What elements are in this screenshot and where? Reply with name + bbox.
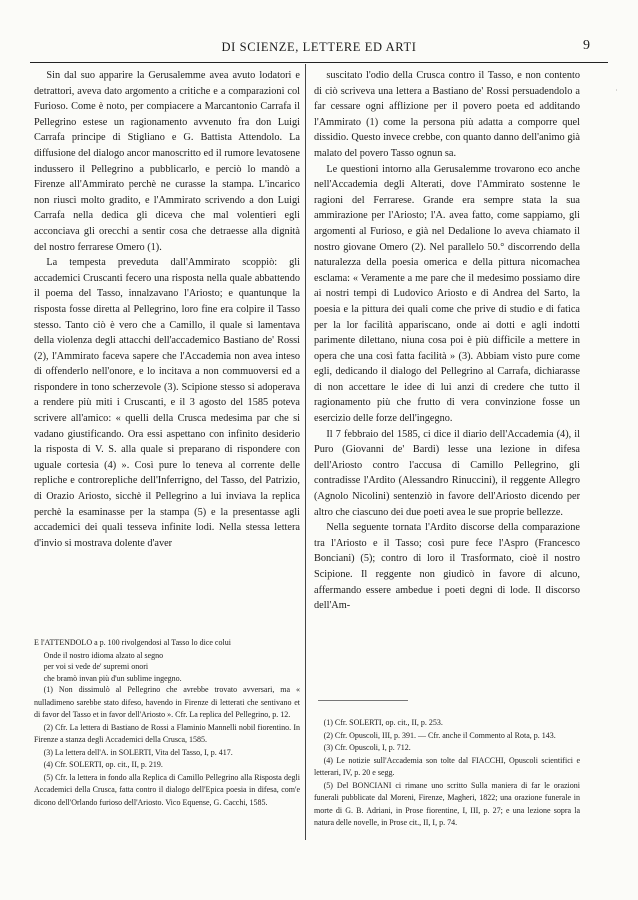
column-divider <box>305 64 306 840</box>
footnote: (4) Cfr. SOLERTI, op. cit., II, p. 219. <box>43 760 163 769</box>
footnote: (4) Le notizie sull'Accademia son tolte dal FIACCHI, Opuscoli scientifici e letterari, IV, p. 20 e segg. <box>314 755 580 777</box>
footnote: (2) Cfr. La lettera di Bastiano de Rossi a Flaminio Mannelli nobil fiorentino. In Firenze a stanza degli Accademici della Crusca, 1585. <box>34 722 300 744</box>
footnote: (1) Non dissimulò al Pellegrino che avrebbe trovato avversari, ma « nulladimeno sarebbe stato difeso, havendo in Firenze di letterati che sentivano et di favor del Tasso et in favor dell'Ariosto ». Cfr. La replica del Pellegrino, p. 12. <box>34 685 300 719</box>
right-column <box>314 68 580 614</box>
footnote-rule <box>318 700 408 701</box>
verse-line: Onde il nostro idioma alzato al segno <box>43 650 164 660</box>
page-number: 9 <box>583 38 590 53</box>
paragraph: Le questioni intorno alla Gerusalemme trovarono eco anche nell'Accademia degli Alterati, dove l'Ammirato sostenne le ragioni del Ferrarese. Grande era sempre stata la sua ammirazione per l'Ariosto; l'A. avea fatto, come sappiamo, gli argomenti al Furioso, e già nel Dedalione lo aveva chiamato il nostro giovane Omero (2). Nel parallelo 50.° discorrendo della naturalezza della poesia omerica e della pittura nicomachea esclama: « Veramente a me pare che il medesimo possiamo dire ai nostri tempi di Ludovico Ariosto e di Andrea del Sarto, la poesia e la pittura dei quali come che prive di studio e di fatica per la lor facilità appariscano, onde ai dotti e agli indotti parimente dilettano, niuna cosa poi è più difficile a mettere in opera che una così fatta facilità » (3). Abbiam visto pure come egli, dedicando il dialogo del Pellegrino al Carrafa, dichiarasse di non accettare le idee di lui anzi di credere che tutto il ragionamento più che frutto di vera convinzione fosse un esercizio delle forze dell'ingegno. <box>314 163 580 425</box>
running-header <box>30 40 608 60</box>
footnote: (1) Cfr. SOLERTI, op. cit., II, p. 253. <box>323 718 443 727</box>
footnote: (5) Del BONCIANI ci rimane uno scritto Sulla maniera di far le orazioni funerali pubblicate dal Moreni, Firenze, Magheri, 1822; una orazione funerale in morte di G. B. Adriani, in Prose fiorentine, I, III, p. 27; e una lezione sopra la natura delle novelle, in Prose cit., II, I, p. 74. <box>314 780 580 827</box>
journal-title: DI SCIENZE, LETTERE ED ARTI <box>221 40 417 54</box>
left-column <box>34 68 300 551</box>
right-footnotes <box>314 717 580 830</box>
paragraph: Nella seguente tornata l'Ardito discorse della comparazione tra l'Ariosto e il Tasso; così pure fece l'Aspro (Francesco Bonciani) (5); contro di loro il Trasformato, cioè il nostro Scipione. Il reggente non giudicò in favore di alcuno, affermando essere ambedue i poeti degni di lode. Il discorso dell'Am- <box>314 522 580 612</box>
footnote: (5) Cfr. la lettera in fondo alla Replica di Camillo Pellegrino alla Risposta degli Accademici della Crusca, fatta contro il dialogo dell'Epica poesia in difesa, com'e dicono dell'Orlando furioso dell'Ariosto. Vico Equense, G. Cacchi, 1585. <box>34 772 300 807</box>
footnote: (3) La lettera dell'A. in SOLERTI, Vita del Tasso, I, p. 417. <box>43 747 233 757</box>
left-footnotes <box>34 637 300 809</box>
header-rule <box>30 62 608 63</box>
verse-line: che bramò invan più d'un sublime ingegno. <box>43 673 182 683</box>
paragraph: Il 7 febbraio del 1585, ci dice il diario dell'Accademia (4), il Puro (Giovanni de' Bardi) lesse una lezione in difesa dell'Ariosto contro l'accusa di Camillo Pellegrino, gli contradisse l'Ardito (Alessandro Rinuccini), il reggente Allegro (Agnolo Nicolini) sentenziò in favore dell'Ariosto dicendo per altro che ciascuno dei due poeti avea le sue proprie bellezze. <box>314 428 580 518</box>
paragraph: Sin dal suo apparire la Gerusalemme avea avuto lodatori e detrattori, aveva dato argomento a critiche e a comparazioni col Furioso. Come è noto, per compiacere a Marcantonio Carrafa il Pellegrino estese un ragionamento avvenuto fra don Luigi Carrafa principe di Stigliano e G. Battista Attendolo. La diffusione del dialogo ancor manoscritto ed il rumore levatosene indussero il Pellegrino a pubblicarlo, e perciò lo mandò a Firenze all'Ammirato perchè ne curasse la stampa. L'incarico non riuscì molto gradito, e l'Ammirato scrivendo a don Luigi Carrafa nella dedica gli diceva che mal volentieri egli acconciava gli orecchi a sentir cosa che detraesse alla dignità del nostro ferrarese Omero (1). <box>34 70 300 253</box>
verse-line: per voi si vede de' supremi onori <box>43 662 149 671</box>
paragraph: suscitato l'odio della Crusca contro il Tasso, e non contento di ciò scriveva una lettera a Bastiano de' Rossi persuadendolo a far cessare ogni afflizione per il povero poeta ed additando l'Ammirato (1) come la persona più adatta a comporre quel dissidio. Questo invece crebbe, con quanto danno dell'animo già malato del povero Tasso ognun sa. <box>314 70 580 159</box>
footnote: (2) Cfr. Opuscoli, III, p. 391. — Cfr. anche il Commento al Rota, p. 143. <box>323 730 556 740</box>
footnote-intro: E l'ATTENDOLO a p. 100 rivolgendosi al Tasso lo dice colui <box>34 638 231 647</box>
footnote: (3) Cfr. Opuscoli, I, p. 712. <box>323 743 411 752</box>
margin-mark: ˙ <box>615 88 618 98</box>
paragraph: La tempesta preveduta dall'Ammirato scoppiò: gli accademici Cruscanti fecero una risposta nella quale abbattendo il poema del Tasso, innalzavano l'Ariosto; e quantunque la risposta fosse diretta al Pellegrino, loro fine era colpire il Tasso stesso. Tanto ciò è vero che a Camillo, il quale si lamentava della violenza degli attacchi dell'accademico Bastiano de' Rossi (2), l'Ammirato faceva sapere che l'Accademia non avea inteso di offenderlo nell'onore, e lo incitava a non commuoversi ed a rispondere in tono scherzevole (3). Scipione stesso si adoperava a rendere più miti i Cruscanti, e il 3 agosto del 1585 poteva scrivere all'amico: « quelli della Crusca medesima par che si vadano giustificando. Ora essi aspettano con infinito desiderio la risposta di V. S. alla quale si preparano di rispondere con uguale cortesia (4) ». Così pure lo teneva al corrente delle repliche e controrepliche dell'Inferrigno, del Tasso, del Patrizio, di Orazio Ariosto, sicchè il Pellegrino a lui inviava la replica perchè la esaminasse per la stampa (5) e la presentasse agli accademici dei quali tesseva infinite lodi. Nella stessa lettera d'invio si mostrava dolente d'aver <box>34 257 300 549</box>
